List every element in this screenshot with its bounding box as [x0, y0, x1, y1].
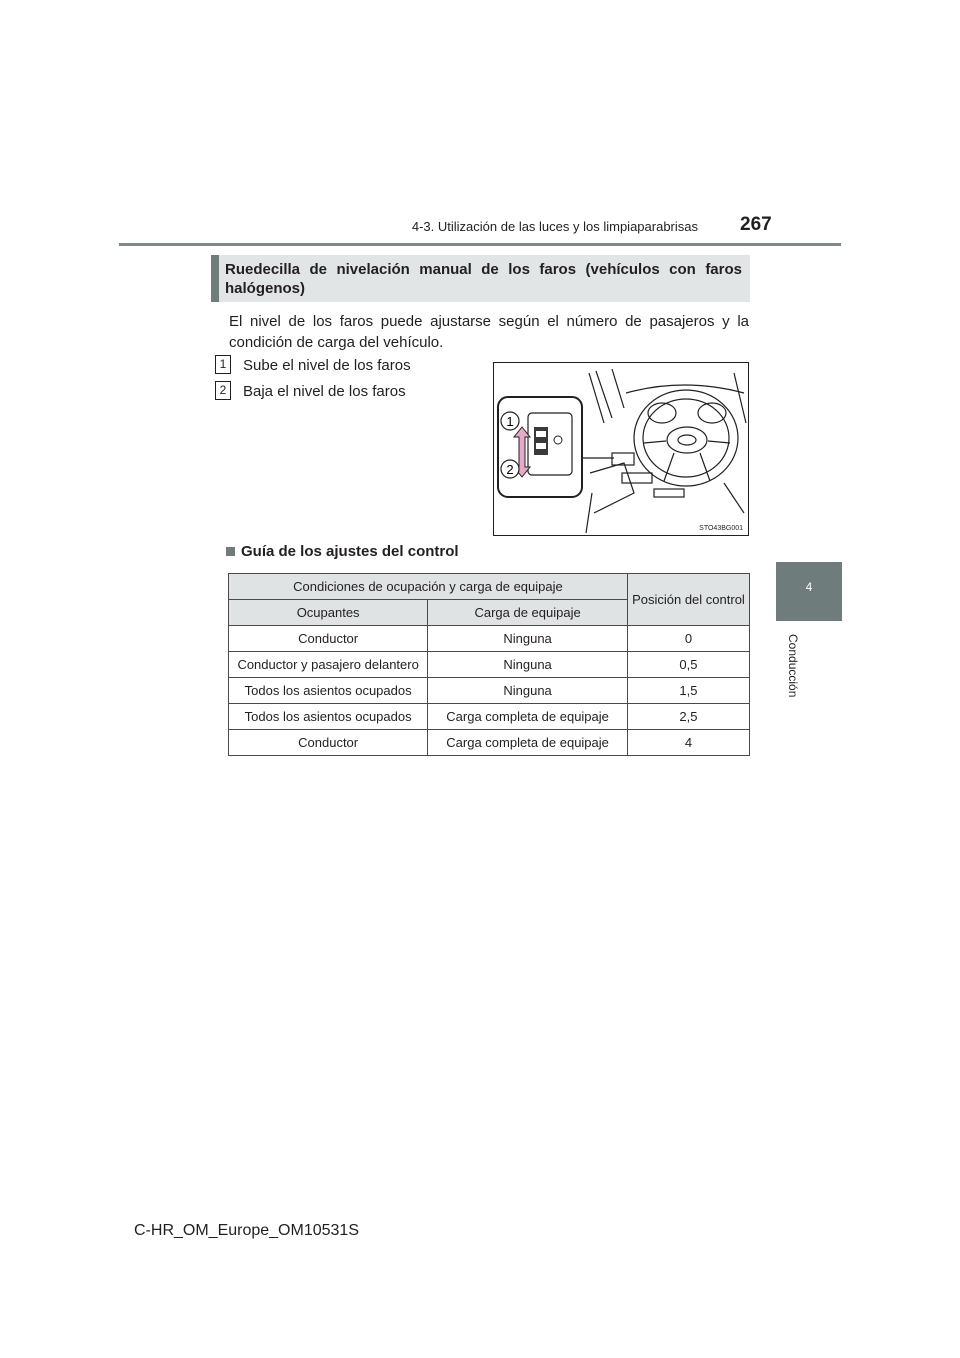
dashboard-illustration [494, 363, 748, 535]
header-section-title: 4-3. Utilización de las luces y los limpiaparabrisas [411, 219, 698, 234]
table-cell: Conductor [229, 626, 428, 652]
table-cell: Conductor y pasajero delantero [229, 652, 428, 678]
table-cell: 1,5 [627, 678, 749, 704]
chapter-tab-number: 4 [805, 580, 813, 594]
headlight-leveling-figure [493, 362, 749, 536]
header-rule [119, 243, 841, 246]
square-bullet-icon [226, 547, 235, 556]
chapter-tab-label: Conducción [786, 634, 800, 698]
intro-paragraph: El nivel de los faros puede ajustarse según el número de pasajeros y la condición de carga del vehículo. [229, 313, 749, 351]
step-number: 2 [215, 381, 231, 400]
guide-heading [226, 543, 459, 560]
table-cell: Todos los asientos ocupados [229, 678, 428, 704]
table-cell: Ninguna [428, 678, 628, 704]
table-cell: Ninguna [428, 652, 628, 678]
table-row [229, 626, 750, 652]
table-cell: 4 [627, 730, 749, 756]
step-text: Sube el nivel de los faros [243, 357, 411, 375]
figure-code: STO43BG001 [699, 525, 743, 532]
control-settings-table [228, 573, 750, 756]
table-cell: 0 [627, 626, 749, 652]
step-text: Baja el nivel de los faros [243, 383, 406, 401]
callout-1: 1 [506, 414, 514, 429]
table-cell: Conductor [229, 730, 428, 756]
step-item [215, 357, 411, 376]
table-position-header: Posición del control [627, 574, 749, 626]
table-row [229, 652, 750, 678]
table-cell: Todos los asientos ocupados [229, 704, 428, 730]
table-cell: 0,5 [627, 652, 749, 678]
callout-2: 2 [506, 462, 514, 477]
section-title: Ruedecilla de nivelación manual de los faros (vehículos con faros halógenos) [225, 261, 742, 297]
table-header-luggage: Carga de equipaje [428, 600, 628, 626]
step-number: 1 [215, 355, 231, 374]
table-row [229, 704, 750, 730]
step-item [215, 383, 406, 402]
table-group-header: Condiciones de ocupación y carga de equipaje [229, 574, 628, 600]
guide-title: Guía de los ajustes del control [241, 543, 459, 560]
chapter-tab [776, 562, 842, 621]
section-title-bar [211, 255, 219, 302]
table-cell: 2,5 [627, 704, 749, 730]
table-row [229, 678, 750, 704]
table-row [229, 730, 750, 756]
page-number: 267 [740, 214, 772, 235]
table-cell: Ninguna [428, 626, 628, 652]
table-cell: Carga completa de equipaje [428, 730, 628, 756]
table-cell: Carga completa de equipaje [428, 704, 628, 730]
document-footer: C-HR_OM_Europe_OM10531S [134, 1222, 359, 1239]
section-title-box [211, 255, 750, 302]
table-header-occupants: Ocupantes [229, 600, 428, 626]
